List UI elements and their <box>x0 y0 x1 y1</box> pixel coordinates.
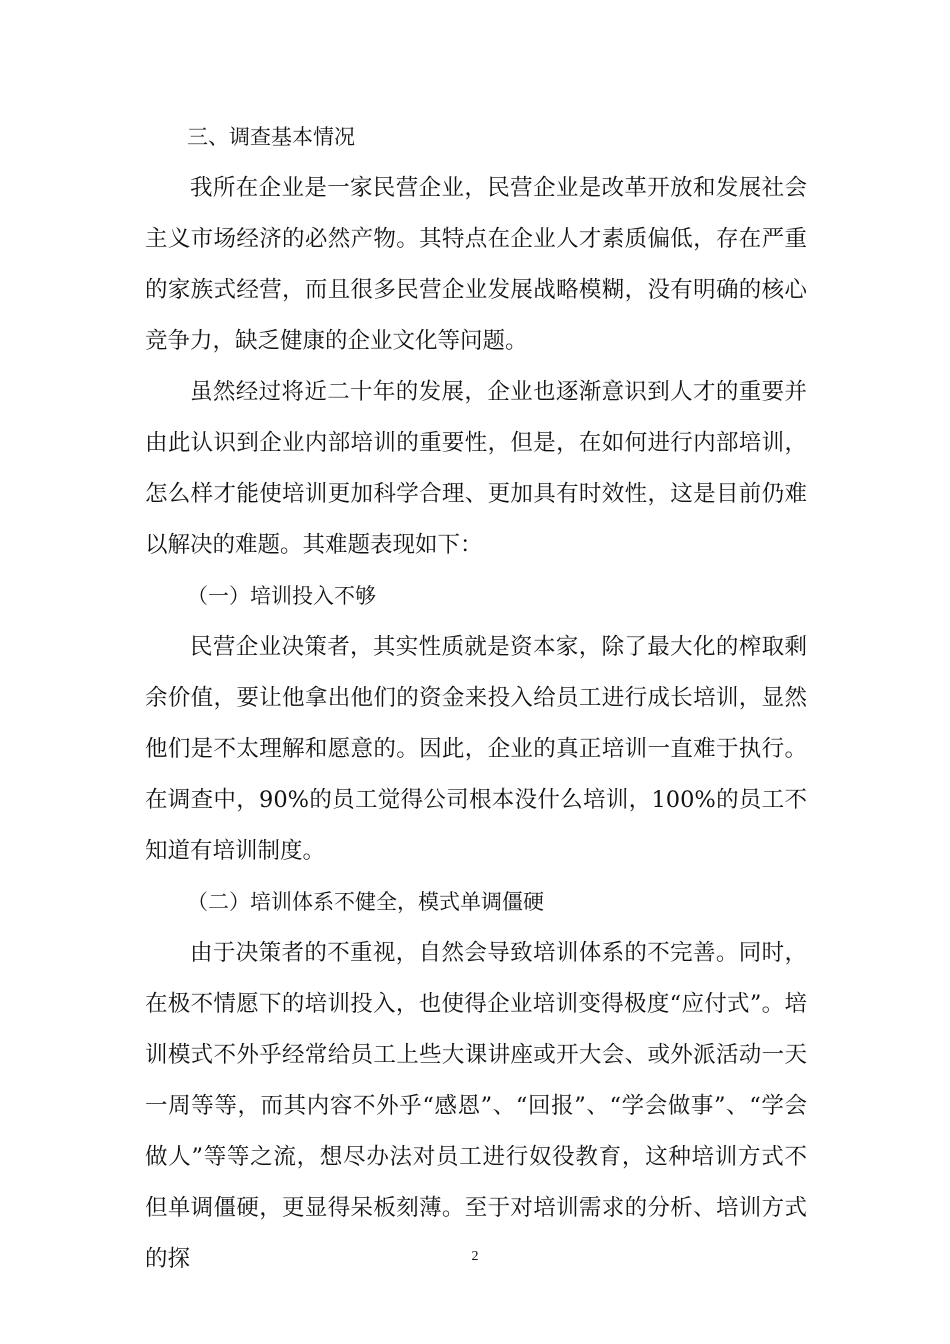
paragraph-training-difficulties: 虽然经过将近二十年的发展，企业也逐渐意识到人才的重要并由此认识到企业内部培训的重要性，但是，在如何进行内部培训，怎么样才能使培训更加科学合理、更加具有时效性，这是目前仍难以解决的难题。其难题表现如下： <box>145 379 807 558</box>
section-heading: 三、调查基本情况 <box>187 125 355 149</box>
paragraph-enterprise-overview: 我所在企业是一家民营企业，民营企业是改革开放和发展社会主义市场经济的必然产物。其特点在企业人才素质偏低，存在严重的家族式经营，而且很多民营企业发展战略模糊，没有明确的核心竞争力，缺乏健康的企业文化等问题。 <box>145 175 807 354</box>
document-body <box>145 112 807 1285</box>
subheading-insufficient-investment: （一）培训投入不够 <box>187 584 376 608</box>
subheading-incomplete-system: （二）培训体系不健全，模式单调僵硬 <box>187 890 544 914</box>
paragraph-investment-details: 民营企业决策者，其实性质就是资本家，除了最大化的榨取剩余价值，要让他拿出他们的资金来投入给员工进行成长培训，显然他们是不太理解和愿意的。因此，企业的真正培训一直难于执行。在调查中，90%的员工觉得公司根本没什么培训，100%的员工不知道有培训制度。 <box>145 634 807 864</box>
paragraph-system-details: 由于决策者的不重视，自然会导致培训体系的不完善。同时，在极不情愿下的培训投入，也使得企业培训变得极度“应付式”。培训模式不外乎经常给员工上些大课讲座或开大会、或外派活动一天一周等等，而其内容不外乎“感恩”、“回报”、“学会做事”、“学会做人”等等之流，想尽办法对员工进行奴役教育，这种培训方式不但单调僵硬，更显得呆板刻薄。至于对培训需求的分析、培训方式的探 <box>145 940 807 1272</box>
page-number: 2 <box>471 1249 479 1264</box>
